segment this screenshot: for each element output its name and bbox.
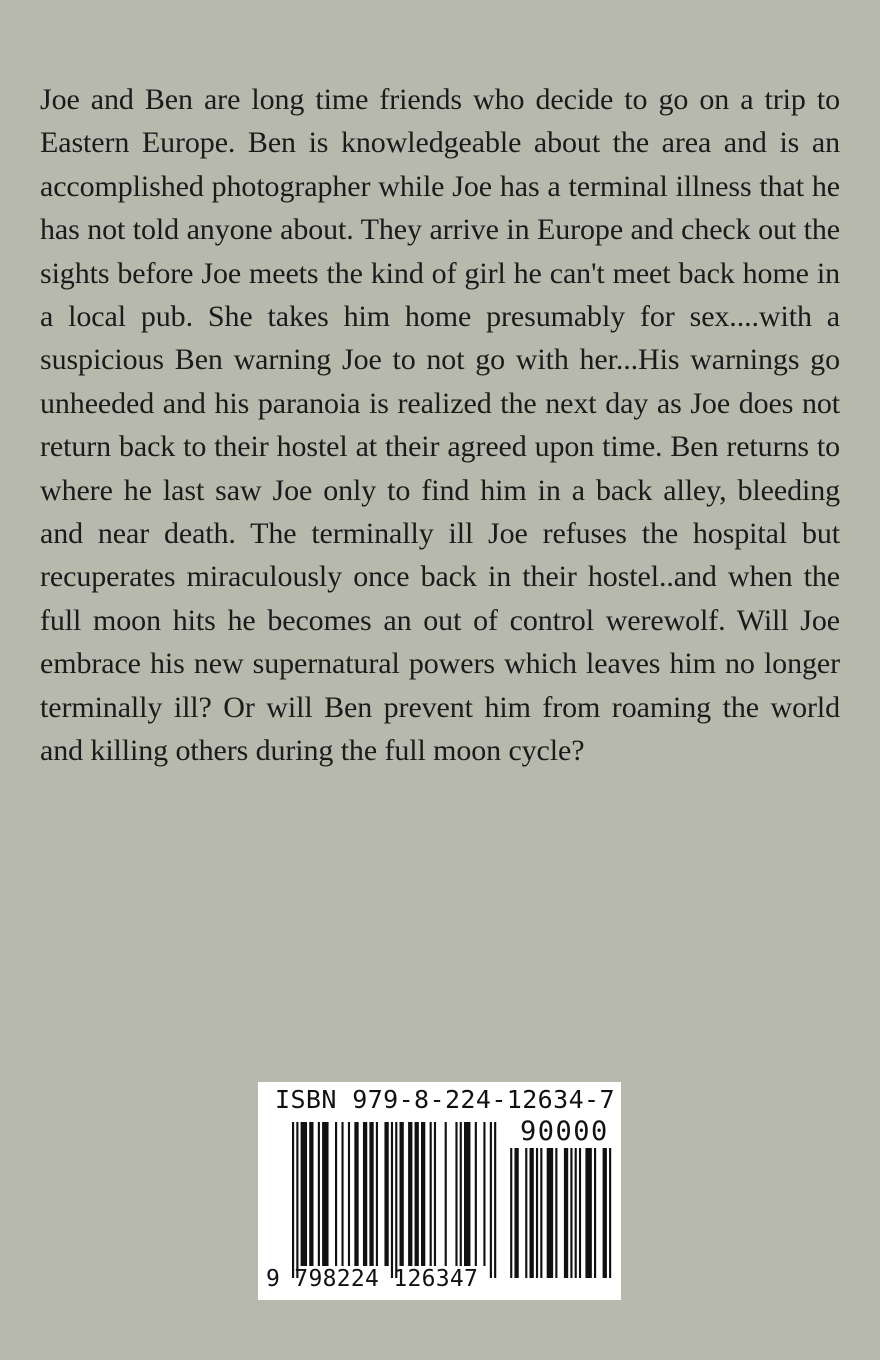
- barcode-bar: [460, 1122, 462, 1266]
- addon-barcode-bar: [579, 1148, 581, 1278]
- barcode-bar: [400, 1122, 404, 1266]
- barcode-bar: [348, 1122, 350, 1266]
- barcode-bar: [483, 1122, 485, 1266]
- barcode-bar: [296, 1122, 298, 1278]
- addon-barcode-bar: [564, 1148, 568, 1278]
- barcode-bar: [363, 1122, 367, 1266]
- barcode-bar: [309, 1122, 313, 1266]
- isbn-barcode: [258, 1082, 621, 1300]
- barcode-bar: [434, 1122, 436, 1266]
- addon-barcode-bar: [585, 1148, 591, 1278]
- addon-barcode-bar: [609, 1148, 611, 1278]
- addon-barcode-bar: [540, 1148, 542, 1278]
- barcode-bar: [464, 1122, 470, 1266]
- addon-barcode-bar: [603, 1148, 607, 1278]
- barcode-bar: [490, 1122, 492, 1278]
- addon-barcode-bar: [514, 1148, 518, 1278]
- barcode-bar: [318, 1122, 320, 1266]
- barcode-bar: [455, 1122, 457, 1266]
- barcode-bar: [369, 1122, 373, 1266]
- barcode-bar: [445, 1122, 447, 1266]
- barcode-bar: [494, 1122, 496, 1278]
- barcode-bar: [322, 1122, 328, 1266]
- barcode-bar: [395, 1122, 397, 1278]
- barcode-bar: [376, 1122, 378, 1266]
- barcode-bar: [301, 1122, 307, 1266]
- barcode-bar: [421, 1122, 425, 1266]
- barcode-bar: [341, 1122, 343, 1266]
- addon-barcode-bar: [510, 1148, 512, 1278]
- addon-barcode-bar: [555, 1148, 557, 1278]
- addon-barcode-bar: [525, 1148, 527, 1278]
- addon-barcode-bar: [570, 1148, 572, 1278]
- addon-barcode-bar: [530, 1148, 534, 1278]
- barcode-bar: [354, 1122, 358, 1266]
- ean-digits: 9 798224 126347: [266, 1266, 479, 1292]
- addon-barcode-bar: [575, 1148, 577, 1278]
- synopsis-text: Joe and Ben are long time friends who decide to go on a trip to Eastern Europe. Ben is knowledgeable about the area and is an accomplished photographer while Joe has a terminal illness that he has not told anyone about. They arrive in Europe and check out the sights before Joe meets the kind of girl he can't meet back home in a local pub. She takes him home presumably for sex....with a suspicious Ben warning Joe to not go with her...His warnings go unheeded and his paranoia is realized the next day as Joe does not return back to their hostel at their agreed upon time. Ben returns to where he last saw Joe only to find him in a back alley, bleeding and near death. The terminally ill Joe refuses the hospital but recuperates miraculously once back in their hostel..and when the full moon hits he becomes an out of control werewolf. Will Joe embrace his new supernatural powers which leaves him no longer terminally ill? Or will Ben prevent him from roaming the world and killing others during the full moon cycle?: [40, 83, 840, 768]
- barcode-bar: [408, 1122, 412, 1266]
- addon-barcode-bar: [536, 1148, 538, 1278]
- barcode-bar: [335, 1122, 337, 1266]
- barcode-bar: [384, 1122, 388, 1266]
- barcode-bar: [475, 1122, 477, 1266]
- addon-price-code: 90000: [520, 1116, 609, 1147]
- addon-barcode-bar: [547, 1148, 553, 1278]
- isbn-label: ISBN 979-8-224-12634-7: [275, 1085, 615, 1114]
- barcode-bar: [415, 1122, 419, 1266]
- barcode-bar: [292, 1122, 294, 1278]
- addon-barcode-bar: [594, 1148, 596, 1278]
- barcode-bar: [430, 1122, 432, 1266]
- barcode-bar: [391, 1122, 393, 1278]
